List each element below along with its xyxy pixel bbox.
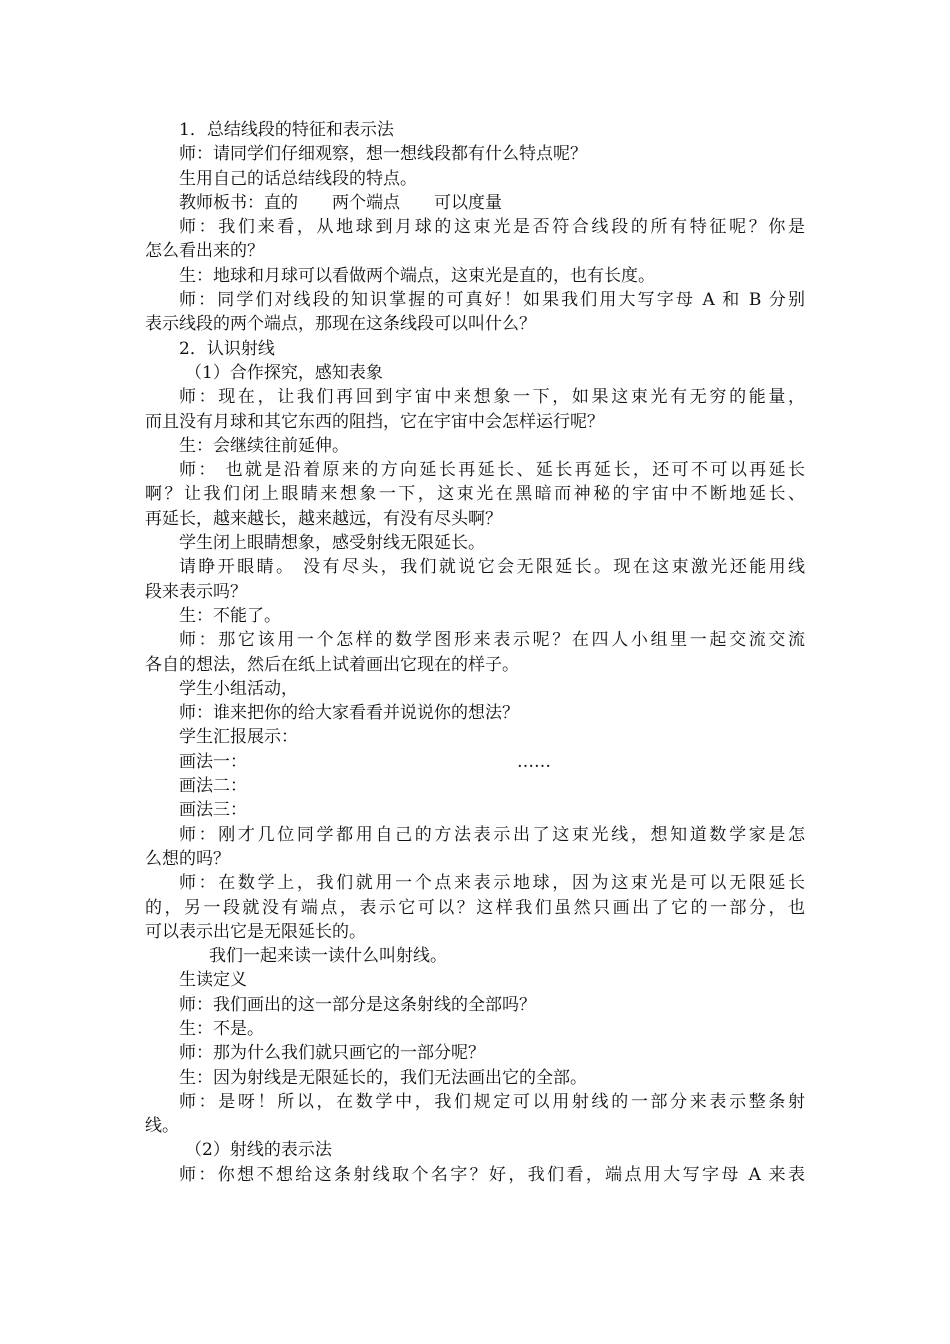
line-text: 各自的想法，然后在纸上试着画出它现在的样子。: [145, 654, 519, 675]
line-text: 师：是呀！所以，在数学中，我们规定可以用射线的一部分来表示整条射: [179, 1091, 805, 1112]
text-line: [145, 191, 805, 215]
text-line: [145, 239, 805, 263]
line-text: 么想的吗？: [145, 848, 230, 869]
line-text: 师：那它该用一个怎样的数学图形来表示呢？在四人小组里一起交流交流: [179, 630, 805, 651]
text-line: [145, 604, 805, 628]
line-text: 师：请同学们仔细观察，想一想线段都有什么特点呢？: [179, 144, 587, 165]
line-text: 段来表示吗？: [145, 581, 247, 602]
line-text: 生：不能了。: [179, 605, 281, 626]
text-line: [145, 361, 805, 385]
line-text: 可以表示出它是无限延长的。: [145, 921, 366, 942]
text-line: [145, 725, 805, 749]
text-line: [145, 871, 805, 895]
line-text: 怎么看出来的？: [145, 241, 264, 262]
line-text: 啊？让我们闭上眼睛来想象一下，这束光在黑暗而神秘的宇宙中不断地延长、: [145, 484, 805, 505]
line-text: （2）射线的表示法: [185, 1140, 332, 1161]
text-line: [145, 944, 805, 968]
text-line: [145, 823, 805, 847]
text-line: [145, 337, 805, 361]
text-line: [145, 628, 805, 652]
line-text: 生用自己的话总结线段的特点。: [179, 168, 417, 189]
text-line: [145, 750, 805, 774]
line-text: 生：地球和月球可以看做两个端点，这束光是直的，也有长度。: [179, 265, 655, 286]
text-line: [145, 1138, 805, 1162]
text-line: [145, 385, 805, 409]
line-text: 师：同学们对线段的知识掌握的可真好！如果我们用大写字母 A 和 B 分别: [179, 290, 805, 311]
text-line: [145, 701, 805, 725]
line-text: 的，另一段就没有端点，表示它可以？这样我们虽然只画出了它的一部分，也: [145, 897, 805, 918]
line-text: 师：我们画出的这一部分是这条射线的全部吗？: [179, 994, 536, 1015]
line-text: 线。: [145, 1116, 179, 1137]
line-text: 画法一：: [179, 751, 247, 772]
line-text: 而且没有月球和其它东西的阻挡，它在宇宙中会怎样运行呢？: [145, 411, 604, 432]
text-line: [145, 920, 805, 944]
line-text: 2．认识射线: [179, 338, 275, 359]
line-text: 师：谁来把你的给大家看看并说说你的想法？: [179, 703, 519, 724]
line-text: 生读定义: [179, 970, 247, 991]
ellipsis-mark: ……: [517, 751, 551, 772]
line-text: 学生闭上眼睛想象，感受射线无限延长。: [179, 533, 485, 554]
text-line: [145, 993, 805, 1017]
line-text: 师： 也就是沿着原来的方向延长再延长、延长再延长，还可不可以再延长: [179, 460, 805, 481]
text-line: [145, 1114, 805, 1138]
text-line: [145, 312, 805, 336]
text-line: [145, 215, 805, 239]
text-line: [145, 167, 805, 191]
text-line: [145, 264, 805, 288]
text-line: [145, 580, 805, 604]
line-text: 教师板书：直的 两个端点 可以度量: [179, 192, 502, 213]
line-text: 再延长，越来越长，越来越远，有没有尽头啊？: [145, 508, 502, 529]
text-line: [145, 507, 805, 531]
text-line: [145, 1041, 805, 1065]
text-line: [145, 798, 805, 822]
text-line: [145, 482, 805, 506]
text-line: [145, 653, 805, 677]
line-text: 我们一起来读一读什么叫射线。: [209, 946, 447, 967]
text-line: [145, 677, 805, 701]
line-text: 生：因为射线是无限延长的，我们无法画出它的全部。: [179, 1067, 587, 1088]
text-line: [145, 896, 805, 920]
line-text: 表示线段的两个端点，那现在这条线段可以叫什么？: [145, 314, 536, 335]
text-line: [145, 1090, 805, 1114]
text-line: [145, 434, 805, 458]
text-line: [145, 968, 805, 992]
line-text: 师：我们来看，从地球到月球的这束光是否符合线段的所有特征呢？你是: [179, 217, 805, 238]
line-text: （1）合作探究，感知表象: [185, 362, 383, 383]
text-line: [145, 1163, 805, 1187]
text-line: [145, 1066, 805, 1090]
text-line: [145, 142, 805, 166]
text-line: [145, 774, 805, 798]
line-text: 生：会继续往前延伸。: [179, 435, 349, 456]
text-line: [145, 1017, 805, 1041]
line-text: 师：你想不想给这条射线取个名字？好，我们看，端点用大写字母 A 来表: [179, 1164, 805, 1185]
line-text: 1．总结线段的特征和表示法: [179, 120, 394, 140]
line-text: 画法三：: [179, 800, 247, 821]
line-text: 师：现在，让我们再回到宇宙中来想象一下，如果这束光有无穷的能量，: [179, 387, 805, 408]
line-text: 画法二：: [179, 776, 247, 797]
line-text: 生：不是。: [179, 1018, 264, 1039]
text-line: [145, 531, 805, 555]
line-text: 学生汇报展示：: [179, 727, 298, 748]
line-text: 师：在数学上，我们就用一个点来表示地球，因为这束光是可以无限延长: [179, 873, 805, 894]
text-line: [145, 555, 805, 579]
text-line: [145, 288, 805, 312]
text-line: [145, 847, 805, 871]
document-page: [145, 118, 805, 1187]
line-text: 请睁开眼睛。 没有尽头，我们就说它会无限延长。现在这束激光还能用线: [179, 557, 805, 578]
line-text: 师：刚才几位同学都用自己的方法表示出了这束光线，想知道数学家是怎: [179, 824, 805, 845]
text-line: [145, 118, 805, 142]
line-text: 师：那为什么我们就只画它的一部分呢？: [179, 1043, 485, 1064]
line-text: 学生小组活动，: [179, 678, 298, 699]
text-line: [145, 458, 805, 482]
text-line: [145, 410, 805, 434]
